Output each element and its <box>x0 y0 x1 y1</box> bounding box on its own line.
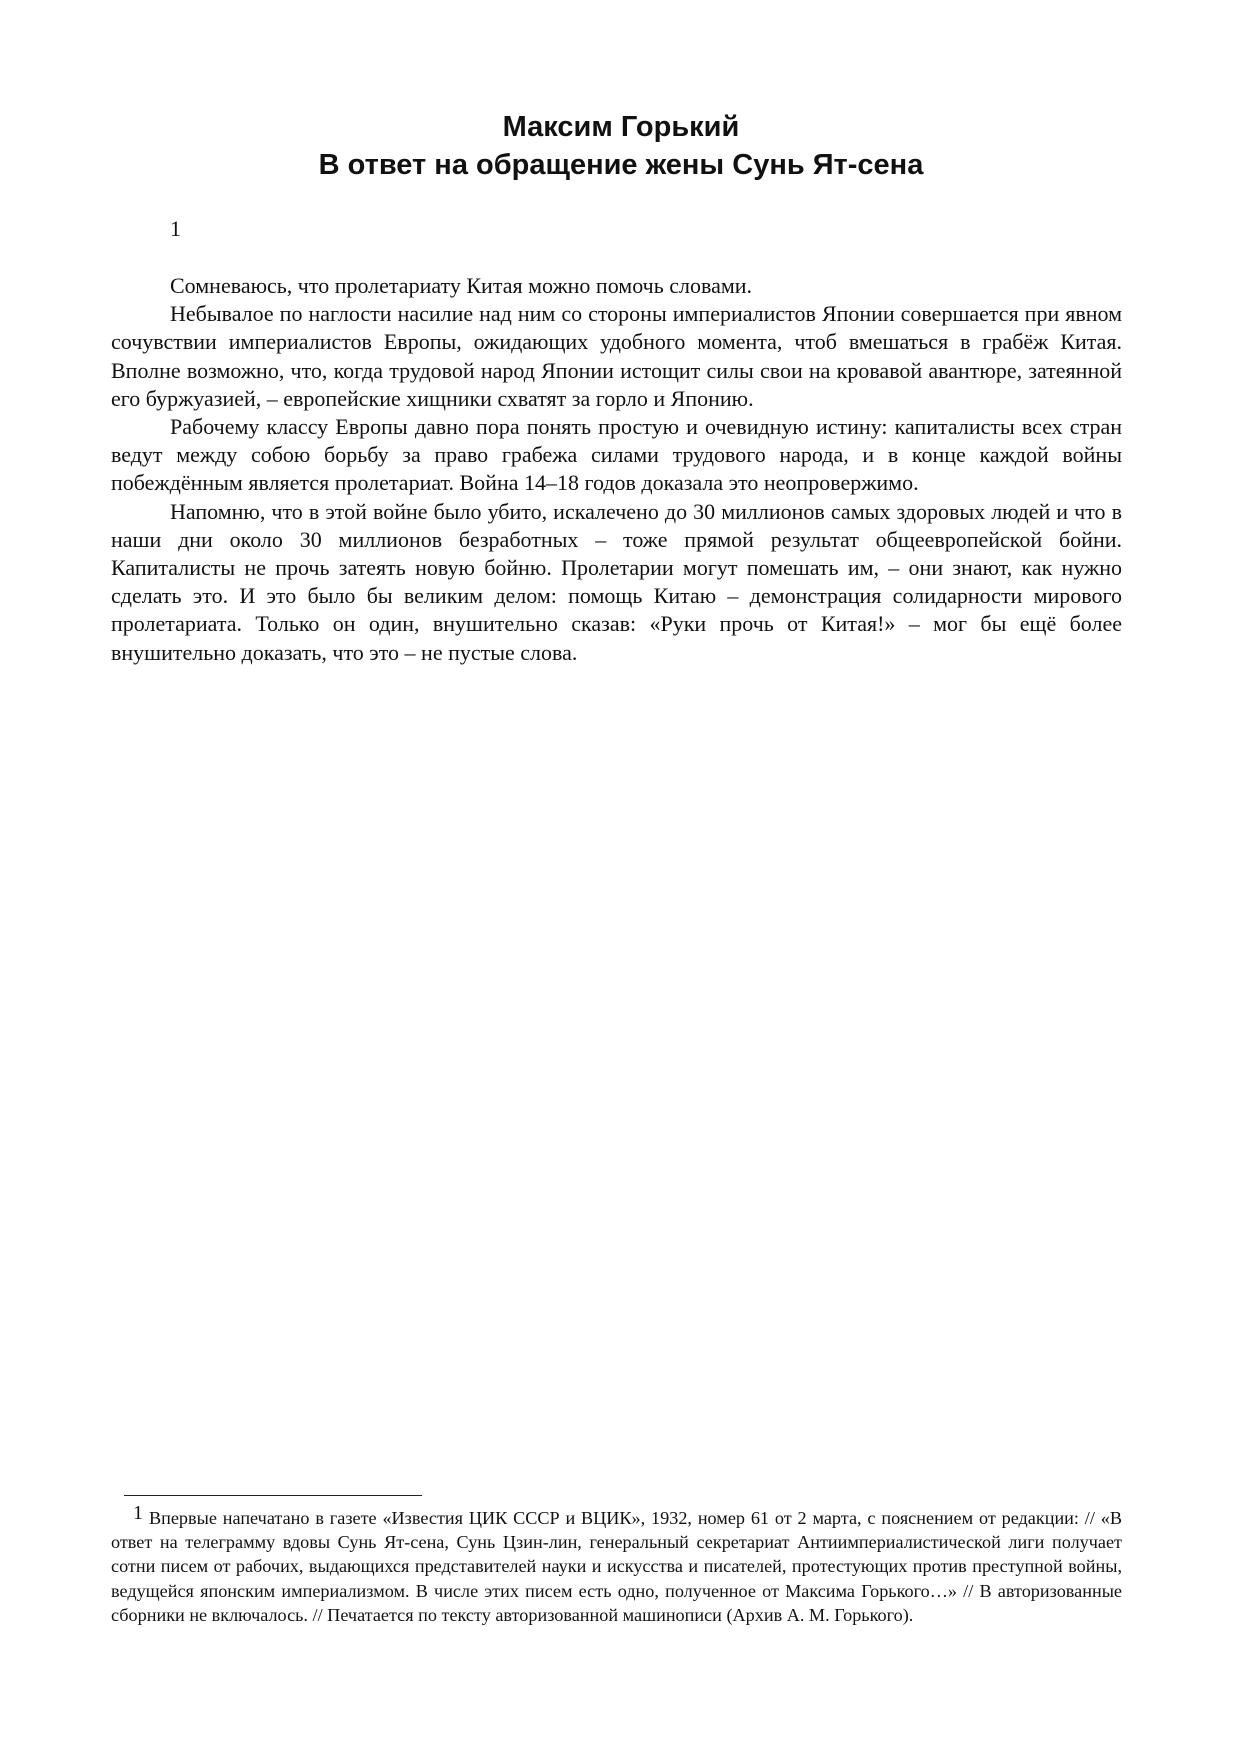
author-name: Максим Горький <box>502 111 740 143</box>
footnote-marker: 1 <box>133 1502 143 1524</box>
title-block <box>0 108 1242 184</box>
paragraph: Рабочему классу Европы давно пора понять простую и очевидную истину: капиталисты всех стран ведут между собою борьбу за право грабежа силами трудового народа, и в конце каждой войны побеждённым является пролетариат. Война 14–18 годов доказала это неопровержимо. <box>111 414 1122 496</box>
footnote-divider <box>124 1495 422 1496</box>
document-title: В ответ на обращение жены Сунь Ят-сена <box>318 149 924 181</box>
footnote <box>111 1502 1122 1627</box>
paragraph: Небывалое по наглости насилие над ним со стороны империалистов Японии совершается при явном сочувствии империалистов Европы, ожидающих удобного момента, чтоб вмешаться в грабёж Китая. Вполне возможно, что, когда трудовой народ Японии истощит силы свои на кровавой авантюре, затеянной его буржуазией, – европейские хищники схватят за горло и Японию. <box>111 301 1122 411</box>
body-text <box>111 272 1122 667</box>
paragraph: Сомневаюсь, что пролетариату Китая можно помочь словами. <box>170 273 753 298</box>
paragraph: Напомню, что в этой войне было убито, искалечено до 30 миллионов самых здоровых людей и что в наши дни около 30 миллионов безработных – тоже прямой результат общеевропейской бойни. Капиталисты не прочь затеять новую бойню. Пролетарии могут помешать им, – они знают, как нужно сделать это. И это было бы великим делом: помощь Китаю – демонстрация солидарности мирового пролетариата. Только он один, внушительно сказав: «Руки прочь от Китая!» – мог бы ещё более внушительно доказать, что это – не пустые слова. <box>111 498 1122 665</box>
section-number: 1 <box>170 216 181 241</box>
footnote-text: Впервые напечатано в газете «Известия ЦИК СССР и ВЦИК», 1932, номер 61 от 2 марта, с пояснением от редакции: // «В ответ на телеграмму вдовы Сунь Ят-сена, Сунь Цзин-лин, генеральный секретариат Антиимпериалистической лиги получает сотни писем от рабочих, выдающихся представителей науки и искусства и писателей, протестующих против преступной войны, ведущейся японским империализмом. В числе этих писем есть одно, полученное от Максима Горького…» // В авторизованные сборники не включалось. // Печатается по тексту авторизованной машинописи (Архив А. М. Горького). <box>111 1508 1122 1625</box>
footnote-paragraph <box>111 1502 1122 1627</box>
